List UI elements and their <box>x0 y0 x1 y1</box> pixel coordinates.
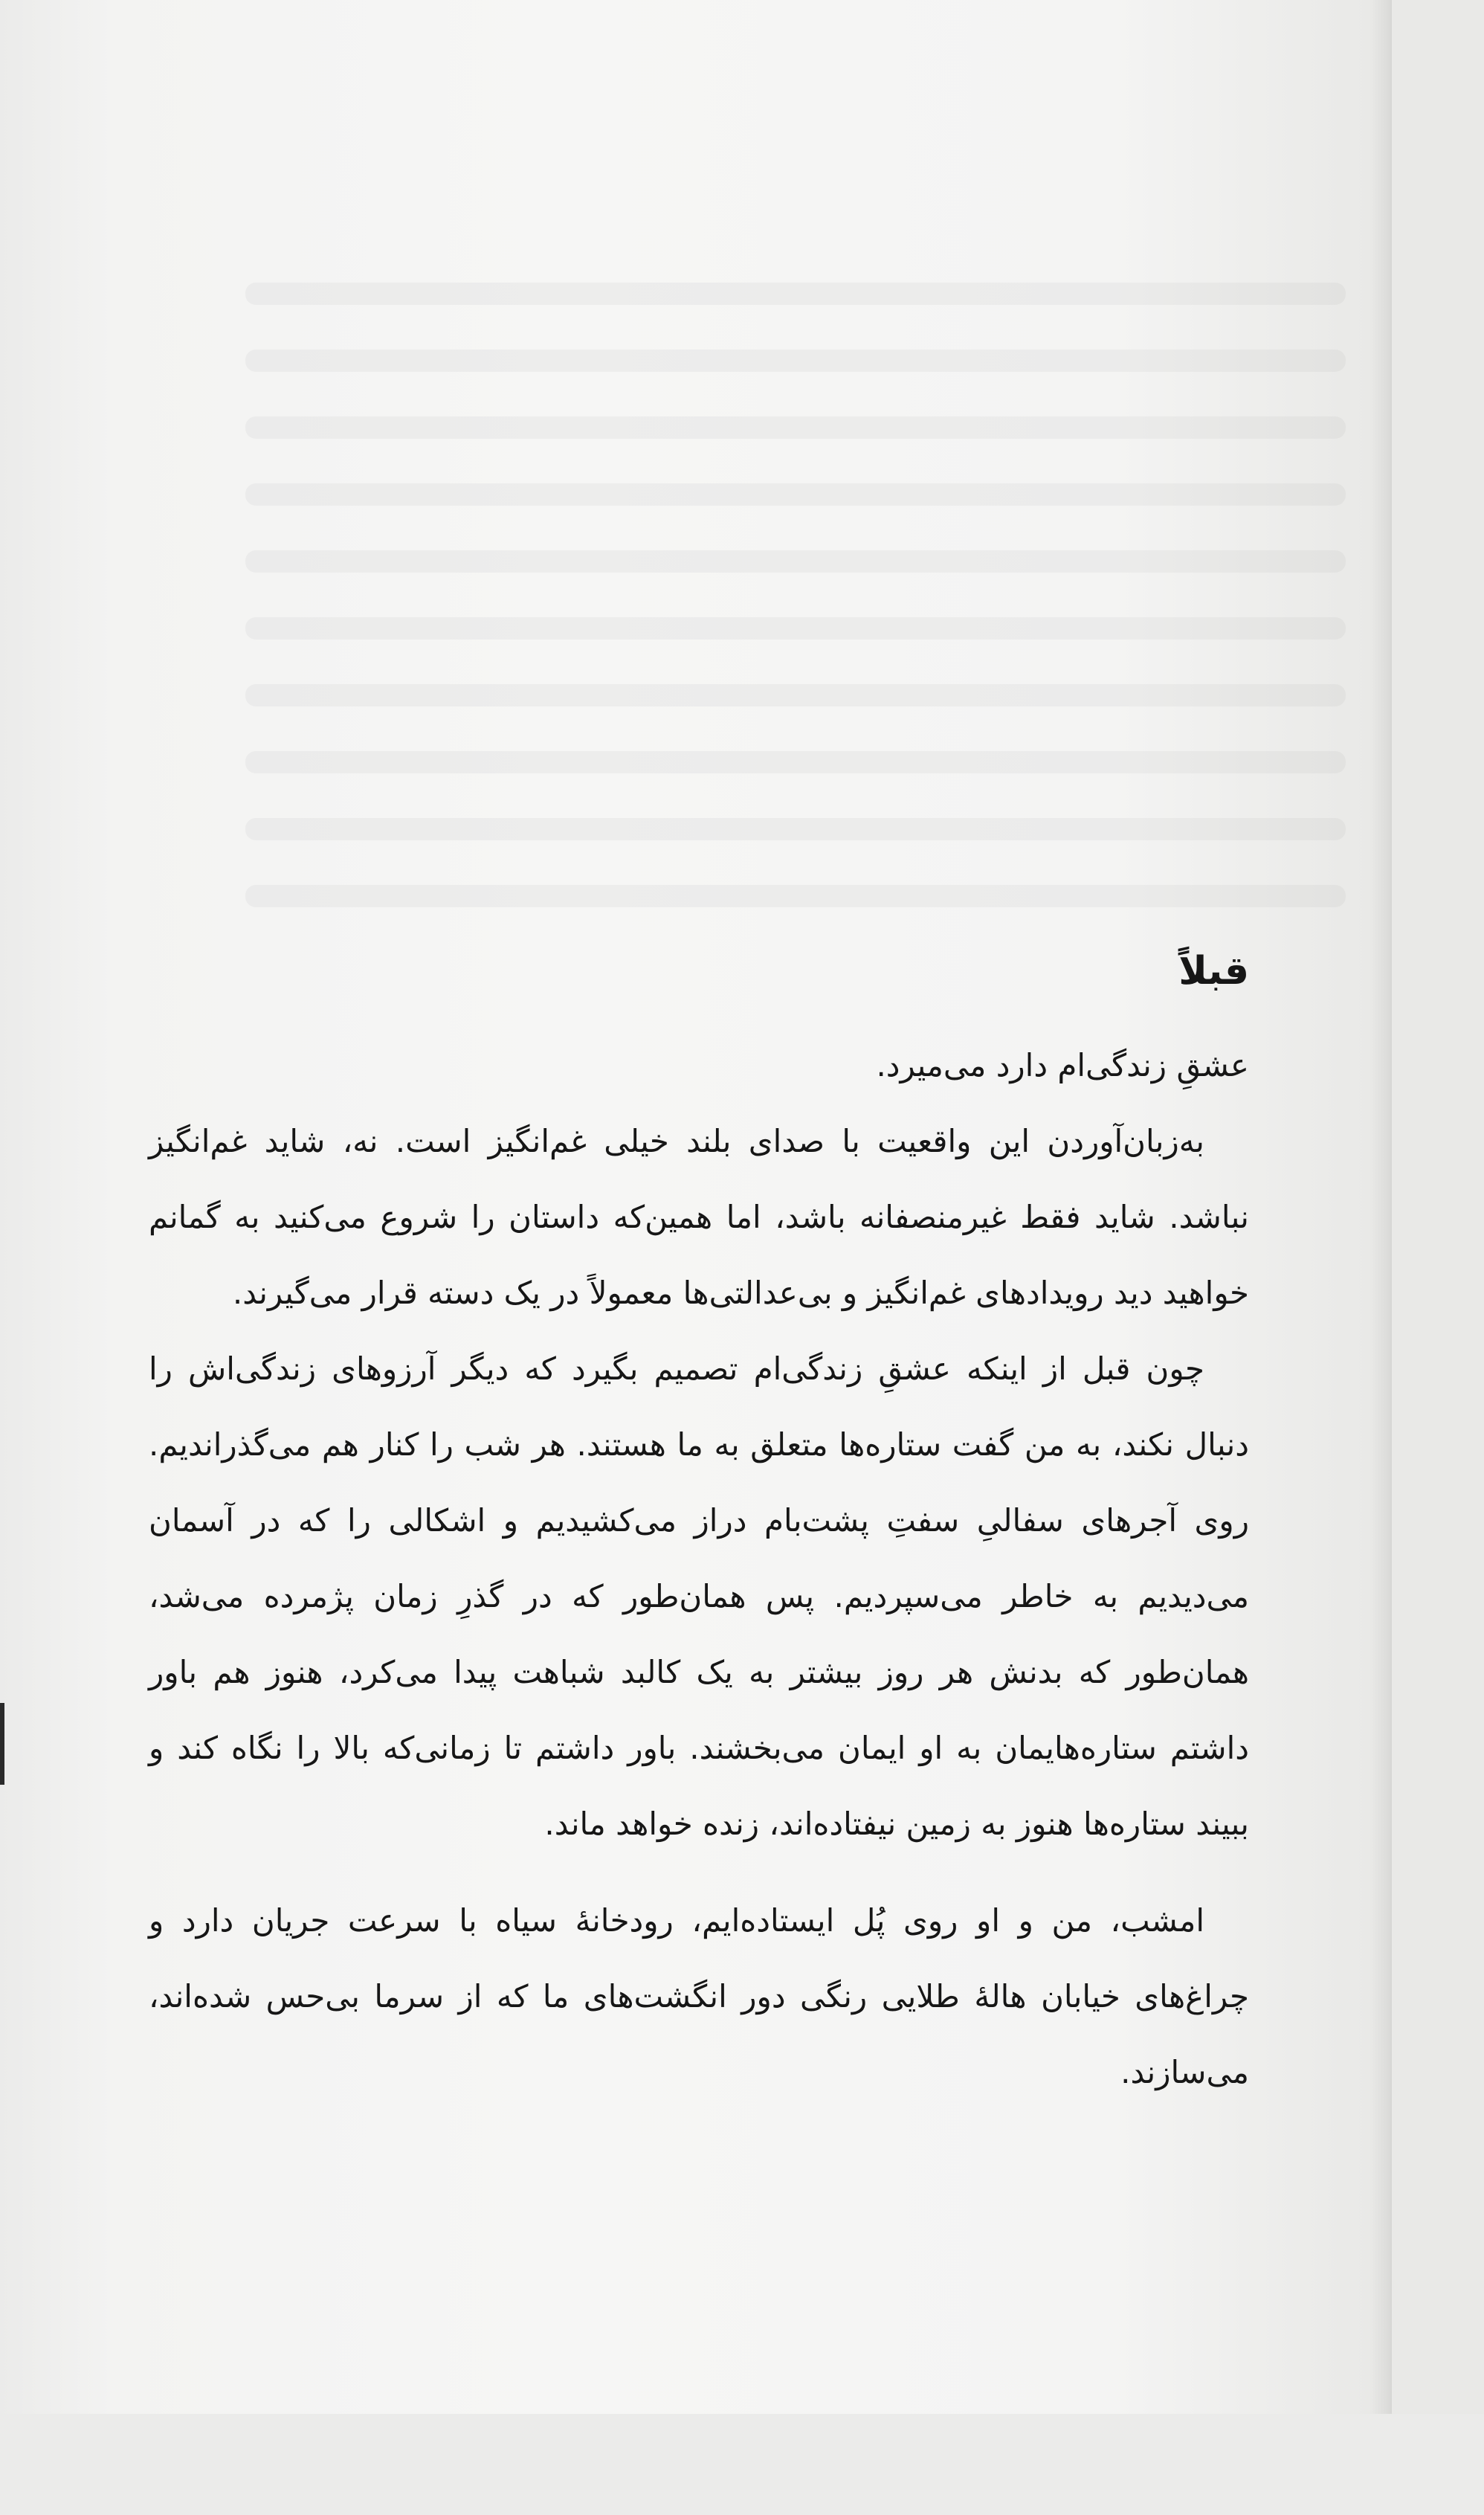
bleed-through-line <box>245 416 1346 439</box>
scan-background <box>0 2414 1484 2515</box>
bleed-through-line <box>245 684 1346 706</box>
bleed-through-line <box>245 350 1346 372</box>
page-shadow-edge <box>1370 0 1392 2414</box>
left-edge-mark <box>0 1703 4 1785</box>
bleed-through-line <box>245 483 1346 506</box>
bleed-through-line <box>245 751 1346 773</box>
bleed-through-line <box>245 283 1346 305</box>
paragraph-3: چون قبل از اینکه عشقِ زندگی‌ام تصمیم بگیرد که دیگر آرزوهای زندگی‌اش را دنبال نکند، به من گفت ستاره‌ها متعلق به ما هستند. هر شب را کنار هم می‌گذراندیم. روی آجرهای سفالیِ سفتِ پشت‌بام دراز می‌کشیدیم و اشکالی را که در آسمان می‌دیدیم به خاطر می‌سپردیم. پس همان‌طور که در گذرِ زمان پژمرده می‌شد، همان‌طور که بدنش هر روز بیشتر به یک کالبد شباهت پیدا می‌کرد، هنوز هم باور داشتم ستاره‌هایمان به او ایمان می‌بخشند. باور داشتم تا زمانی‌که بالا را نگاه کند و ببیند ستاره‌ها هنوز به زمین نیفتاده‌اند، زنده خواهد ماند. <box>149 1350 1249 1842</box>
bleed-through-line <box>245 885 1346 907</box>
section-heading: قبلاً <box>1178 949 1249 994</box>
paragraph-2: به‌زبان‌آوردن این واقعیت با صدای بلند خیلی غم‌انگیز است. نه، شاید غم‌انگیز نباشد. شاید فقط غیرمنصفانه باشد، اما همین‌که داستان را شروع می‌کنید به گمانم خواهید دید رویدادهای غم‌انگیز و بی‌عدالتی‌ها معمولاً در یک دسته قرار می‌گیرند. <box>149 1123 1249 1311</box>
bleed-through-line <box>245 818 1346 840</box>
paragraph-1: عشقِ زندگی‌ام دارد می‌میرد. <box>876 1047 1249 1083</box>
bleed-through-line <box>245 550 1346 573</box>
paragraph-4: امشب، من و او روی پُل ایستاده‌ایم، رودخانهٔ سیاه با سرعت جریان دارد و چراغ‌های خیابان هالهٔ طلایی رنگی دور انگشت‌های ما که از سرما بی‌حس شده‌اند، می‌سازند. <box>149 1902 1249 2090</box>
bleed-through-line <box>245 617 1346 640</box>
page-text <box>149 944 1249 2110</box>
